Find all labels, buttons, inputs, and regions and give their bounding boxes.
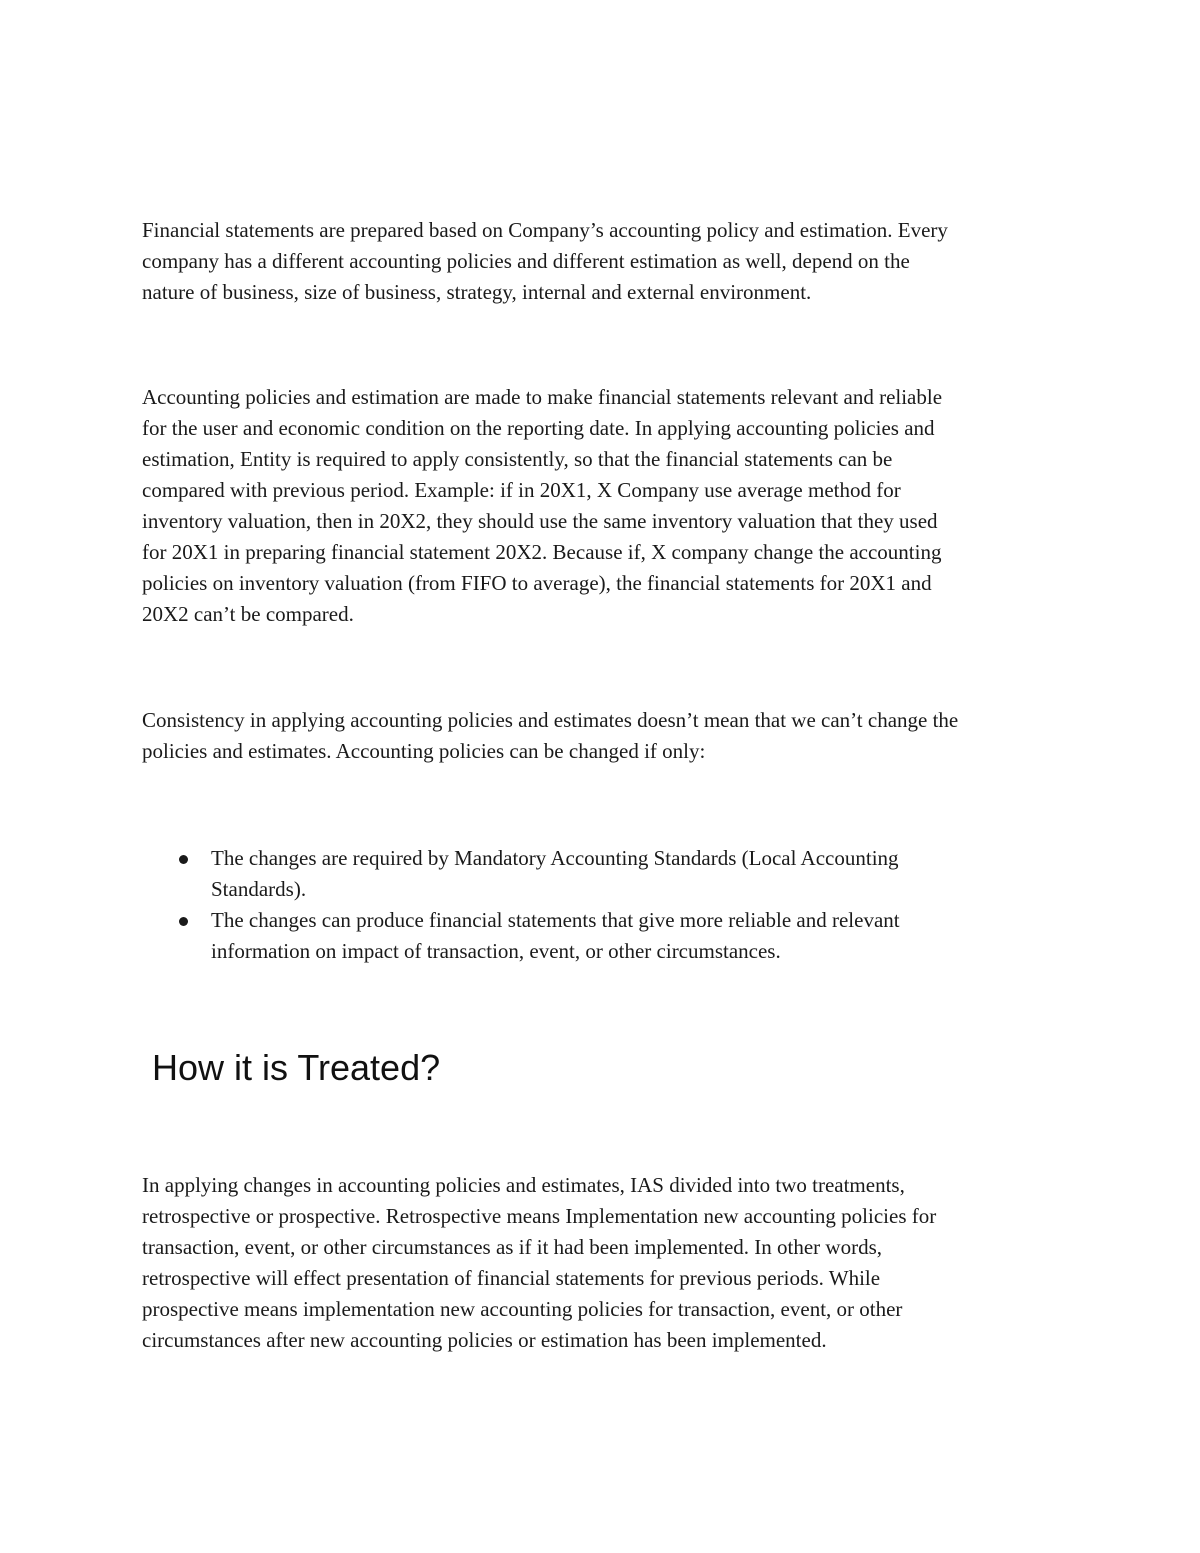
paragraph-line: inventory valuation, then in 20X2, they should use the same inventory valuation that they used: [142, 509, 938, 533]
paragraph-line: company has a different accounting policies and different estimation as well, depend on the: [142, 249, 910, 273]
paragraph-line: Financial statements are prepared based on Company’s accounting policy and estimation. Every: [142, 218, 948, 242]
list-item: [142, 905, 1072, 967]
paragraph-treatment: [142, 1170, 1072, 1356]
paragraph-line: Accounting policies and estimation are made to make financial statements relevant and reliable: [142, 385, 943, 409]
paragraph-line: estimation, Entity is required to apply consistently, so that the financial statements can be: [142, 447, 893, 471]
paragraph-line: policies on inventory valuation (from FIFO to average), the financial statements for 20X1 and: [142, 571, 932, 595]
paragraph-line: policies and estimates. Accounting policies can be changed if only:: [142, 739, 706, 763]
bullet-icon: [179, 855, 188, 864]
paragraph-line: In applying changes in accounting policies and estimates, IAS divided into two treatments,: [142, 1173, 905, 1197]
section-heading: How it is Treated?: [152, 1047, 441, 1088]
bullet-icon: [179, 917, 188, 926]
paragraph-consistency: [142, 705, 1072, 767]
paragraph-line: retrospective or prospective. Retrospective means Implementation new accounting policies for: [142, 1204, 937, 1228]
paragraph-line: prospective means implementation new accounting policies for transaction, event, or other: [142, 1297, 903, 1321]
paragraph-line: nature of business, size of business, strategy, internal and external environment.: [142, 280, 812, 304]
paragraph-policies: [142, 382, 1072, 630]
paragraph-line: for the user and economic condition on the reporting date. In applying accounting policies and: [142, 416, 935, 440]
list-item-line: Standards).: [211, 877, 307, 901]
list-item-line: The changes can produce financial statements that give more reliable and relevant: [211, 908, 900, 932]
paragraph-line: circumstances after new accounting policies or estimation has been implemented.: [142, 1328, 827, 1352]
paragraph-line: Consistency in applying accounting policies and estimates doesn’t mean that we can’t change the: [142, 708, 959, 732]
paragraph-intro: [142, 215, 1072, 308]
paragraph-line: for 20X1 in preparing financial statement 20X2. Because if, X company change the accounting: [142, 540, 942, 564]
conditions-list: [142, 843, 1072, 967]
list-item-line: information on impact of transaction, event, or other circumstances.: [211, 939, 781, 963]
paragraph-line: compared with previous period. Example: if in 20X1, X Company use average method for: [142, 478, 901, 502]
paragraph-line: transaction, event, or other circumstances as if it had been implemented. In other words,: [142, 1235, 883, 1259]
list-item-line: The changes are required by Mandatory Accounting Standards (Local Accounting: [211, 846, 899, 870]
paragraph-line: retrospective will effect presentation of financial statements for previous periods. While: [142, 1266, 881, 1290]
paragraph-line: 20X2 can’t be compared.: [142, 602, 354, 626]
list-item: [142, 843, 1072, 905]
